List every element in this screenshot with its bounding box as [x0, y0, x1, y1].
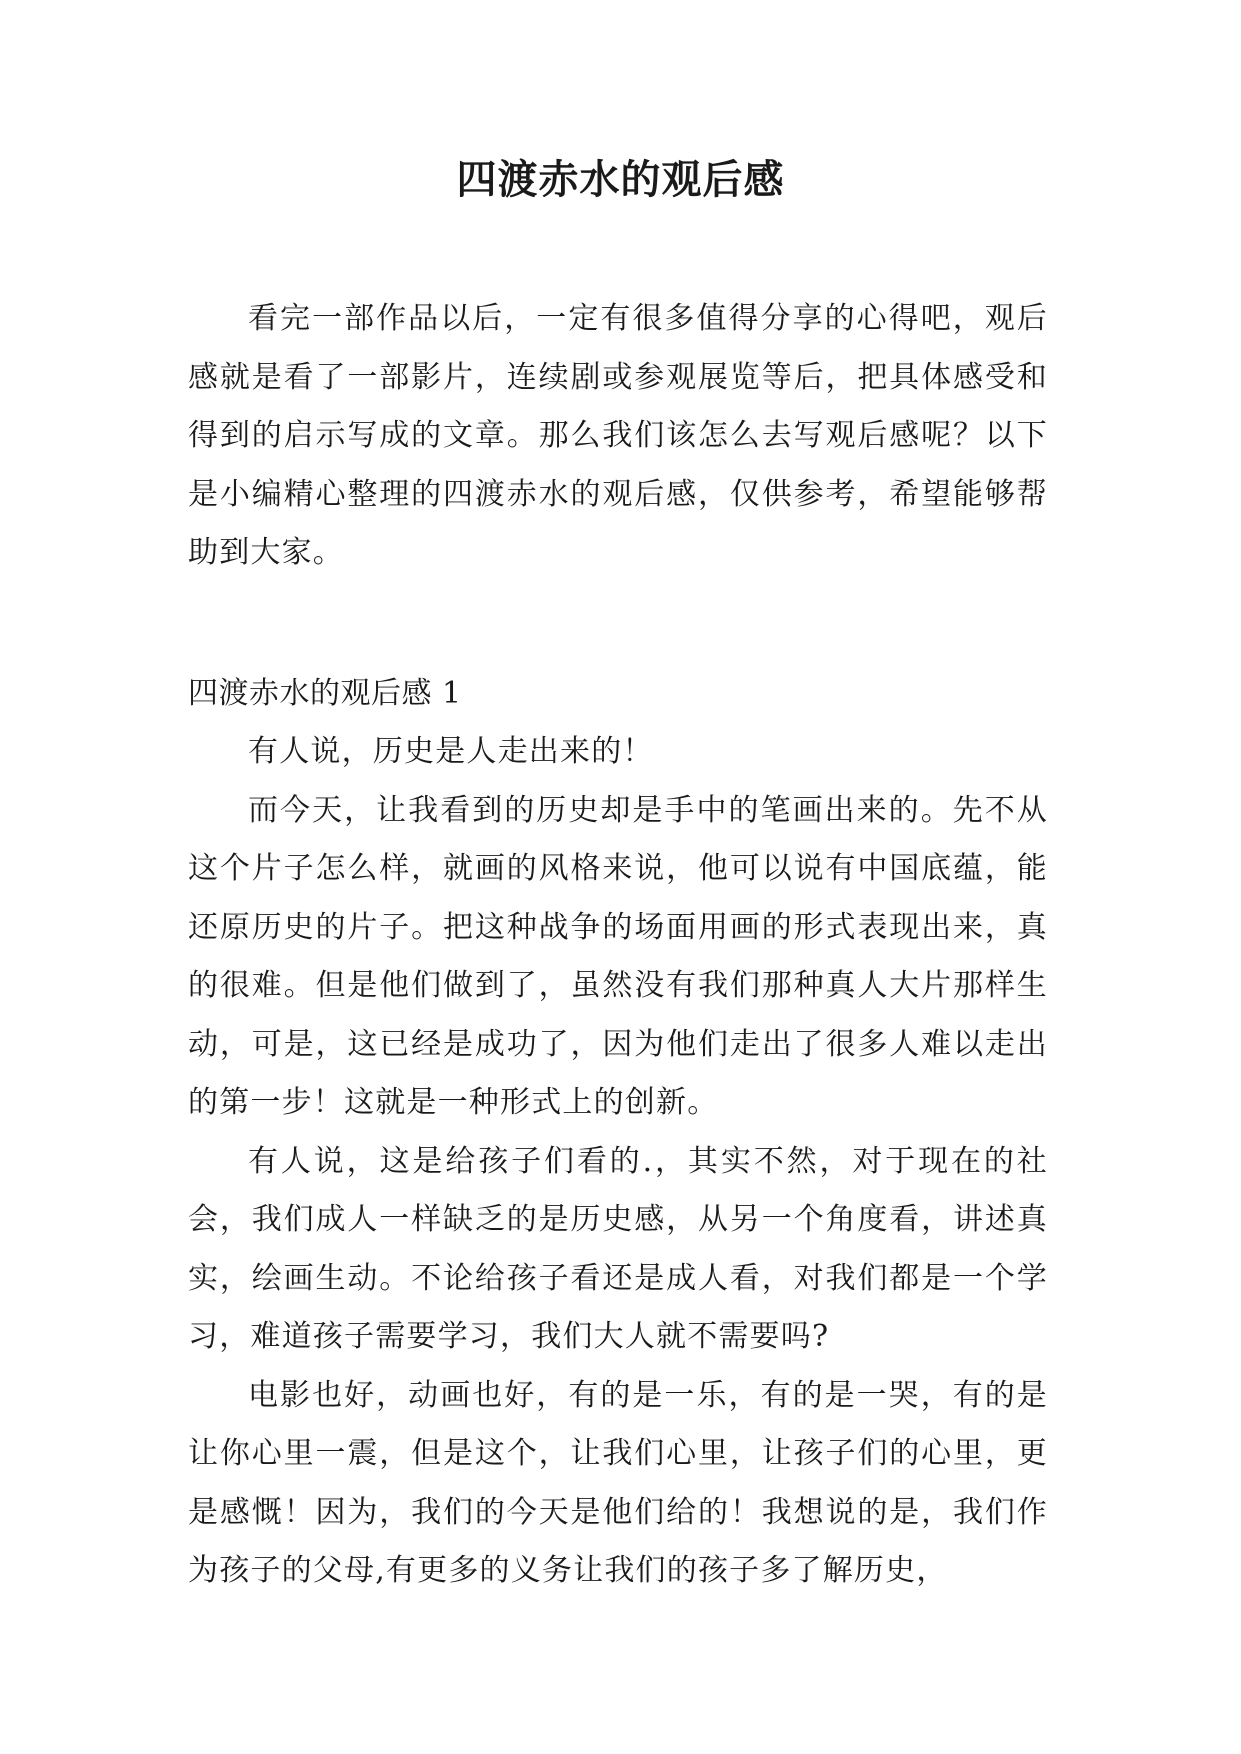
intro-paragraph: 看完一部作品以后，一定有很多值得分享的心得吧，观后感就是看了一部影片，连续剧或参观展览等后，把具体感受和得到的启示写成的文章。那么我们该怎么去写观后感呢？以下是小编精心整理的四渡赤水的观后感，仅供参考，希望能够帮助到大家。: [188, 301, 1048, 570]
section-heading: 四渡赤水的观后感 1: [188, 675, 462, 711]
document-title: 四渡赤水的观后感: [456, 157, 785, 203]
body-paragraph: 有人说，这是给孩子们看的.，其实不然，对于现在的社会，我们成人一样缺乏的是历史感，从另一个角度看，讲述真实，绘画生动。不论给孩子看还是成人看，对我们都是一个学习，难道孩子需要学习，我们大人就不需要吗?: [188, 1143, 1048, 1354]
document-body: [188, 290, 1048, 1601]
section-spacer: [188, 583, 1048, 665]
body-paragraph: 而今天，让我看到的历史却是手中的笔画出来的。先不从这个片子怎么样，就画的风格来说，他可以说有中国底蕴，能还原历史的片子。把这种战争的场面用画的形式表现出来，真的很难。但是他们做到了，虽然没有我们那种真人大片那样生动，可是，这已经是成功了，因为他们走出了很多人难以走出的第一步！这就是一种形式上的创新。: [188, 792, 1048, 1120]
body-paragraph: 电影也好，动画也好，有的是一乐，有的是一哭，有的是让你心里一震，但是这个，让我们心里，让孩子们的心里，更是感慨！因为，我们的今天是他们给的！我想说的是，我们作为孩子的父母,有更多的义务让我们的孩子多了解历史，: [188, 1377, 1048, 1588]
body-paragraph: 有人说，历史是人走出来的！: [248, 734, 654, 769]
